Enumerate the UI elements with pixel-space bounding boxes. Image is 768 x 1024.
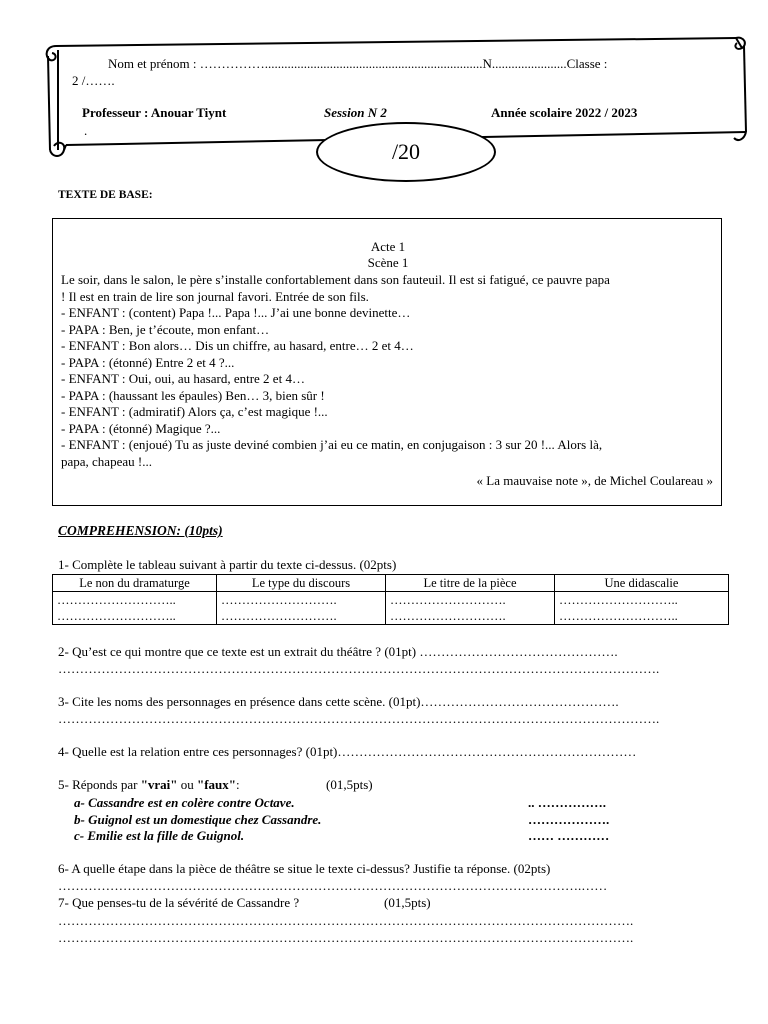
answer-line[interactable]: …………………………………………………………………………………………………………………………. bbox=[58, 661, 660, 676]
q5-answer-b[interactable]: ………………. bbox=[528, 812, 610, 827]
question-6: 6- A quelle étape dans la pièce de théâtre se situe le texte ci-dessus? Justifie ta réponse. (02pts) bbox=[58, 861, 551, 876]
comprehension-title: COMPREHENSION: (10pts) bbox=[58, 523, 223, 538]
text-line: - ENFANT : (enjoué) Tu as juste deviné combien j’ai eu ce matin, en conjugaison : 3 sur 20 !... Alors là, bbox=[61, 437, 603, 452]
q5-answer-c[interactable]: …… ………… bbox=[528, 828, 610, 843]
session-label: Session N 2 bbox=[324, 105, 387, 120]
q5-colon: : bbox=[236, 777, 240, 792]
answer-cell[interactable] bbox=[217, 592, 386, 625]
score-label: /20 bbox=[391, 139, 421, 164]
answer-cell[interactable] bbox=[555, 592, 729, 625]
class-field-line: 2 /……. bbox=[72, 73, 115, 88]
question-5 bbox=[58, 777, 240, 793]
answer-line[interactable]: ……………………………………………………………………………………………………………………. bbox=[58, 913, 634, 928]
table-header-cell: Le type du discours bbox=[217, 575, 386, 592]
table-header-cell: Le non du dramaturge bbox=[53, 575, 217, 592]
answer-table bbox=[52, 574, 729, 625]
table-row bbox=[53, 592, 729, 625]
act-heading: Acte 1 bbox=[370, 239, 406, 254]
answer-line[interactable]: ……………………………………………………………………………………………………………………. bbox=[58, 930, 634, 945]
base-text-box bbox=[52, 218, 722, 506]
answer-dots: ………………………. bbox=[221, 593, 337, 607]
text-line: - ENFANT : (admiratif) Alors ça, c’est magique !... bbox=[61, 404, 328, 419]
answer-dots: ……………………….. bbox=[559, 593, 678, 607]
answer-cell[interactable] bbox=[53, 592, 217, 625]
q5-answer-a[interactable]: .. ……………. bbox=[528, 795, 606, 810]
question-3: 3- Cite les noms des personnages en présence dans cette scène. (01pt)………………………………………. bbox=[58, 694, 619, 709]
q5-points: (01,5pts) bbox=[326, 777, 373, 792]
header-dot: . bbox=[84, 123, 88, 138]
q5-ou: ou bbox=[177, 777, 198, 792]
table-header-cell: Le titre de la pièce bbox=[386, 575, 555, 592]
q5-faux: "faux" bbox=[197, 777, 237, 792]
q7-points: (01,5pts) bbox=[384, 895, 431, 910]
question-4: 4- Quelle est la relation entre ces personnages? (01pt)…………………………………………………………… bbox=[58, 744, 637, 759]
answer-line[interactable]: …………………………………………………………………………………………………………………………. bbox=[58, 711, 660, 726]
school-year: Année scolaire 2022 / 2023 bbox=[491, 105, 638, 120]
text-line: Le soir, dans le salon, le père s’installe confortablement dans son fauteuil. Il est si fatigué, ce pauvre papa bbox=[61, 272, 610, 287]
question-2: 2- Qu’est ce qui montre que ce texte est un extrait du théâtre ? (01pt) ………………………………………. bbox=[58, 644, 618, 659]
question-1: 1- Complète le tableau suivant à partir du texte ci-dessus. (02pts) bbox=[58, 557, 397, 572]
q5-item-b: b- Guignol est un domestique chez Cassandre. bbox=[74, 812, 322, 827]
text-line: - PAPA : Ben, je t’écoute, mon enfant… bbox=[61, 321, 270, 337]
answer-dots: ……………………….. bbox=[57, 609, 176, 623]
text-line: - PAPA : (étonné) Magique ?... bbox=[61, 420, 221, 436]
table-header-cell: Une didascalie bbox=[555, 575, 729, 592]
scene-heading: Scène 1 bbox=[367, 255, 409, 270]
q5-item-c: c- Emilie est la fille de Guignol. bbox=[74, 828, 245, 843]
teacher-name: Professeur : Anouar Tiynt bbox=[82, 105, 227, 120]
answer-dots: ……………………….. bbox=[57, 593, 176, 607]
table-header-row bbox=[53, 575, 729, 592]
text-line: - ENFANT : (content) Papa !... Papa !... J’ai une bonne devinette… bbox=[61, 305, 411, 320]
text-line: - PAPA : (étonné) Entre 2 et 4 ?... bbox=[61, 354, 235, 370]
q5-item-a: a- Cassandre est en colère contre Octave. bbox=[74, 795, 295, 810]
answer-dots: ………………………. bbox=[221, 609, 337, 623]
name-field-line: Nom et prénom : ……………...................................................................N.......................Classe : bbox=[108, 56, 608, 71]
answer-cell[interactable] bbox=[386, 592, 555, 625]
text-line: papa, chapeau !... bbox=[61, 453, 152, 469]
question-7: 7- Que penses-tu de la sévérité de Cassandre ? bbox=[58, 895, 300, 910]
answer-dots: ……………………….. bbox=[559, 609, 678, 623]
answer-dots: ………………………. bbox=[390, 609, 506, 623]
base-text-title: TEXTE DE BASE: bbox=[58, 189, 153, 201]
answer-dots: ………………………. bbox=[390, 593, 506, 607]
q5-label: 5- Réponds par bbox=[58, 777, 141, 792]
text-line: ! Il est en train de lire son journal favori. Entrée de son fils. bbox=[61, 288, 369, 304]
text-line: - ENFANT : Bon alors… Dis un chiffre, au hasard, entre… 2 et 4… bbox=[61, 338, 414, 353]
answer-line[interactable]: ………………………………………………………………………………………………………….…… bbox=[58, 878, 608, 893]
text-line: - ENFANT : Oui, oui, au hasard, entre 2 et 4… bbox=[61, 371, 305, 386]
text-line: - PAPA : (haussant les épaules) Ben… 3, bien sûr ! bbox=[61, 387, 325, 403]
q5-vrai: "vrai" bbox=[140, 777, 178, 792]
score-oval bbox=[316, 122, 496, 182]
text-source: « La mauvaise note », de Michel Coulareau » bbox=[476, 473, 713, 488]
